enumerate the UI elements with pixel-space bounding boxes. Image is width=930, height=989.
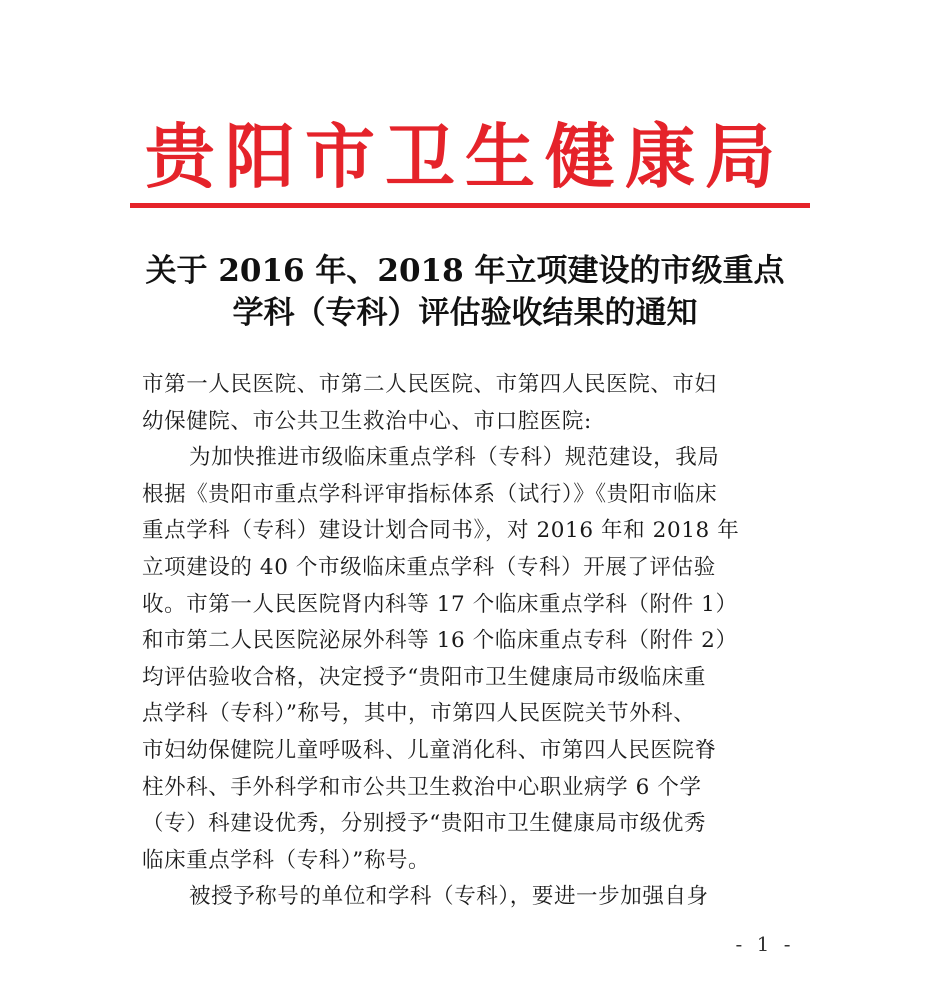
body-line-recipients-1: 市第一人民医院、市第二人民医院、市第四人民医院、市妇 [142,372,717,397]
body-line: 根据《贵阳市重点学科评审指标体系（试行）》《贵阳市临床 [142,481,718,507]
body-line: 均评估验收合格，决定授予“贵阳市卫生健康局市级临床重 [142,664,707,690]
body-line: 临床重点学科（专科）”称号。 [142,847,431,873]
document-title-line-1: 关于 2016 年、2018 年立项建设的市级重点 [145,253,785,289]
body-line-recipients-2: 幼保健院、市公共卫生救治中心、市口腔医院: [142,408,592,434]
body-line: 收。市第一人民医院肾内科等 17 个临床重点学科（附件 1） [142,591,738,617]
body-line: 和市第二人民医院泌尿外科等 16 个临床重点专科（附件 2） [142,628,738,654]
issuing-authority-header: 贵阳市卫生健康局 [145,116,785,198]
body-line: 为加快推进市级临床重点学科（专科）规范建设，我局 [189,445,720,471]
document-title-line-2: 学科（专科）评估验收结果的通知 [232,295,698,331]
body-line: 立项建设的 40 个市级临床重点学科（专科）开展了评估验 [142,554,716,580]
document-title [60,250,870,334]
body-line: （专）科建设优秀，分别授予“贵阳市卫生健康局市级优秀 [142,811,707,837]
body-line: 市妇幼保健院儿童呼吸科、儿童消化科、市第四人民医院脊 [142,737,717,763]
page-number: - 1 - [735,932,795,956]
body-line: 点学科（专科）”称号，其中，市第四人民医院关节外科、 [142,701,696,727]
body-line: 柱外科、手外科学和市公共卫生救治中心职业病学 6 个学 [142,774,702,800]
body-line: 重点学科（专科）建设计划合同书》，对 2016 年和 2018 年 [142,518,740,544]
red-divider-rule [130,203,810,208]
document-body [142,367,802,916]
body-line: 被授予称号的单位和学科（专科），要进一步加强自身 [189,884,709,910]
